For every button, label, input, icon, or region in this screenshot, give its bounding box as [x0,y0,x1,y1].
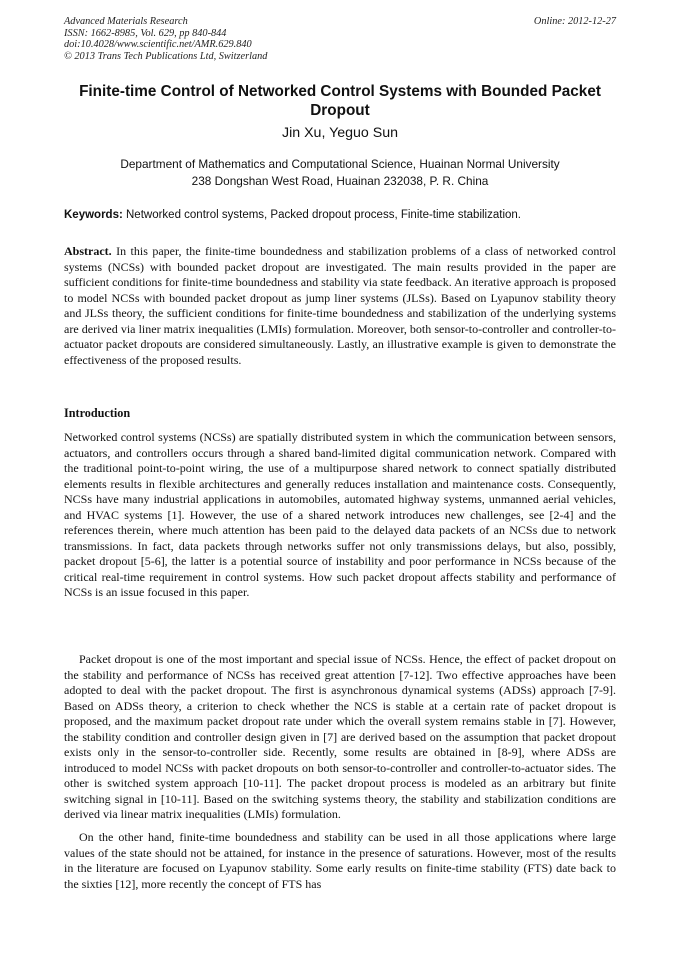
intro-paragraph-1: Networked control systems (NCSs) are spatially distributed system in which the communication between sensors, actuators, and controllers occurs through a shared band-limited digital communication network. Compared with the traditional point-to-point wiring, the use of a multipurpose shared network to connect spatially distributed elements results in flexible architectures and generally reduces installation and maintenance costs. Consequently, NCSs have many industrial applications in automobiles, automated highway systems, unmanned aerial vehicles, and HVAC systems [1]. However, the use of a shared network introduces new challenges, see [2-4] and the references therein, where much attention has been paid to the delayed data packets of an NCSs due to network transmissions. In fact, data packets through networks suffer not only transmissions delays, but also, possibly, packet dropout [5-6], the latter is a potential source of instability and poor performance in NCSs because of the critical real-time requirement in control systems. How such packet dropout affects stability and performance of NCSs is an issue focused in this paper. [64,430,616,599]
affiliation-line-1: Department of Mathematics and Computational Science, Huainan Normal University [120,157,560,171]
journal-issn: ISSN: 1662-8985, Vol. 629, pp 840-844 [64,27,227,39]
journal-header [64,16,616,62]
affiliation-line-2: 238 Dongshan West Road, Huainan 232038, P. R. China [191,174,489,188]
section-heading-introduction: Introduction [64,406,131,420]
keywords-text: Networked control systems, Packed dropout process, Finite-time stabilization. [126,209,521,221]
abstract-text: In this paper, the finite-time boundedness and stabilization problems of a class of networked control systems (NCSs) with bounded packet dropout are investigated. The main results provided in the paper are sufficient conditions for finite-time boundedness and stability via state feedback. An iterative approach is proposed to model NCSs with bounded packet dropout as jump liner systems (JLSs). Based on Lyapunov stability theory and JLSs theory, the sufficient conditions for finite-time boundedness and stabilization of the underlying systems are derived via liner matrix inequalities (LMIs) formulation. Moreover, both sensor-to-controller and controller-to-actuator packet dropouts are considered simultaneously. Lastly, an illustrative example is given to demonstrate the effectiveness of the proposed results. [64,244,617,367]
keywords [64,208,616,223]
paper-title: Finite-time Control of Networked Control Systems with Bounded Packet Dropout [79,83,601,119]
intro-paragraph-2: Packet dropout is one of the most important and special issue of NCSs. Hence, the effect of packet dropout on the stability and performance of NCSs has received great attention [7-12]. Two effective approaches have been adopted to deal with the packet dropout. The first is asynchronous dynamical systems (ADSs) approach [7-9]. Based on ADSs theory, a criterion to check whether the NCS is stable at a certain rate of packet dropout is proposed, and the maximum packet dropout rate under which the overall system remains stable in [7]. However, the stability condition and controller design given in [7] are derived based on the assumption that packet dropout exists only in the sensor-to-controller side. Recently, some results are obtained in [8-9], where ADSs are introduced to model NCSs with packet dropouts on both sensor-to-controller and controller-to-actuator sides. The other is switched system approach [10-11]. The packet dropout process is modeled as an arbitrary but finite switching signal in [10-11]. Based on the switching systems theory, the stability and stabilization conditions are derived via linear matrix inequalities (LMIs) formulation. [64,652,616,821]
affiliation [64,156,616,190]
keywords-label: Keywords: [64,209,123,221]
journal-doi: doi:10.4028/www.scientific.net/AMR.629.840 [64,39,252,50]
journal-copyright: © 2013 Trans Tech Publications Ltd, Switzerland [64,50,268,62]
intro-paragraph-3: On the other hand, finite-time boundedness and stability can be used in all those applications where large values of the state should not be attained, for instance in the presence of saturations. However, most of the results in the literature are focused on Lyapunov stability. Some early results on finite-time stability (FTS) date back to the sixties [12], more recently the concept of FTS has [64,830,616,891]
journal-name: Advanced Materials Research [64,16,188,27]
abstract [64,244,616,368]
online-date: Online: 2012-12-27 [533,16,616,27]
abstract-label: Abstract. [64,244,112,258]
paper-authors: Jin Xu, Yeguo Sun [282,125,398,141]
